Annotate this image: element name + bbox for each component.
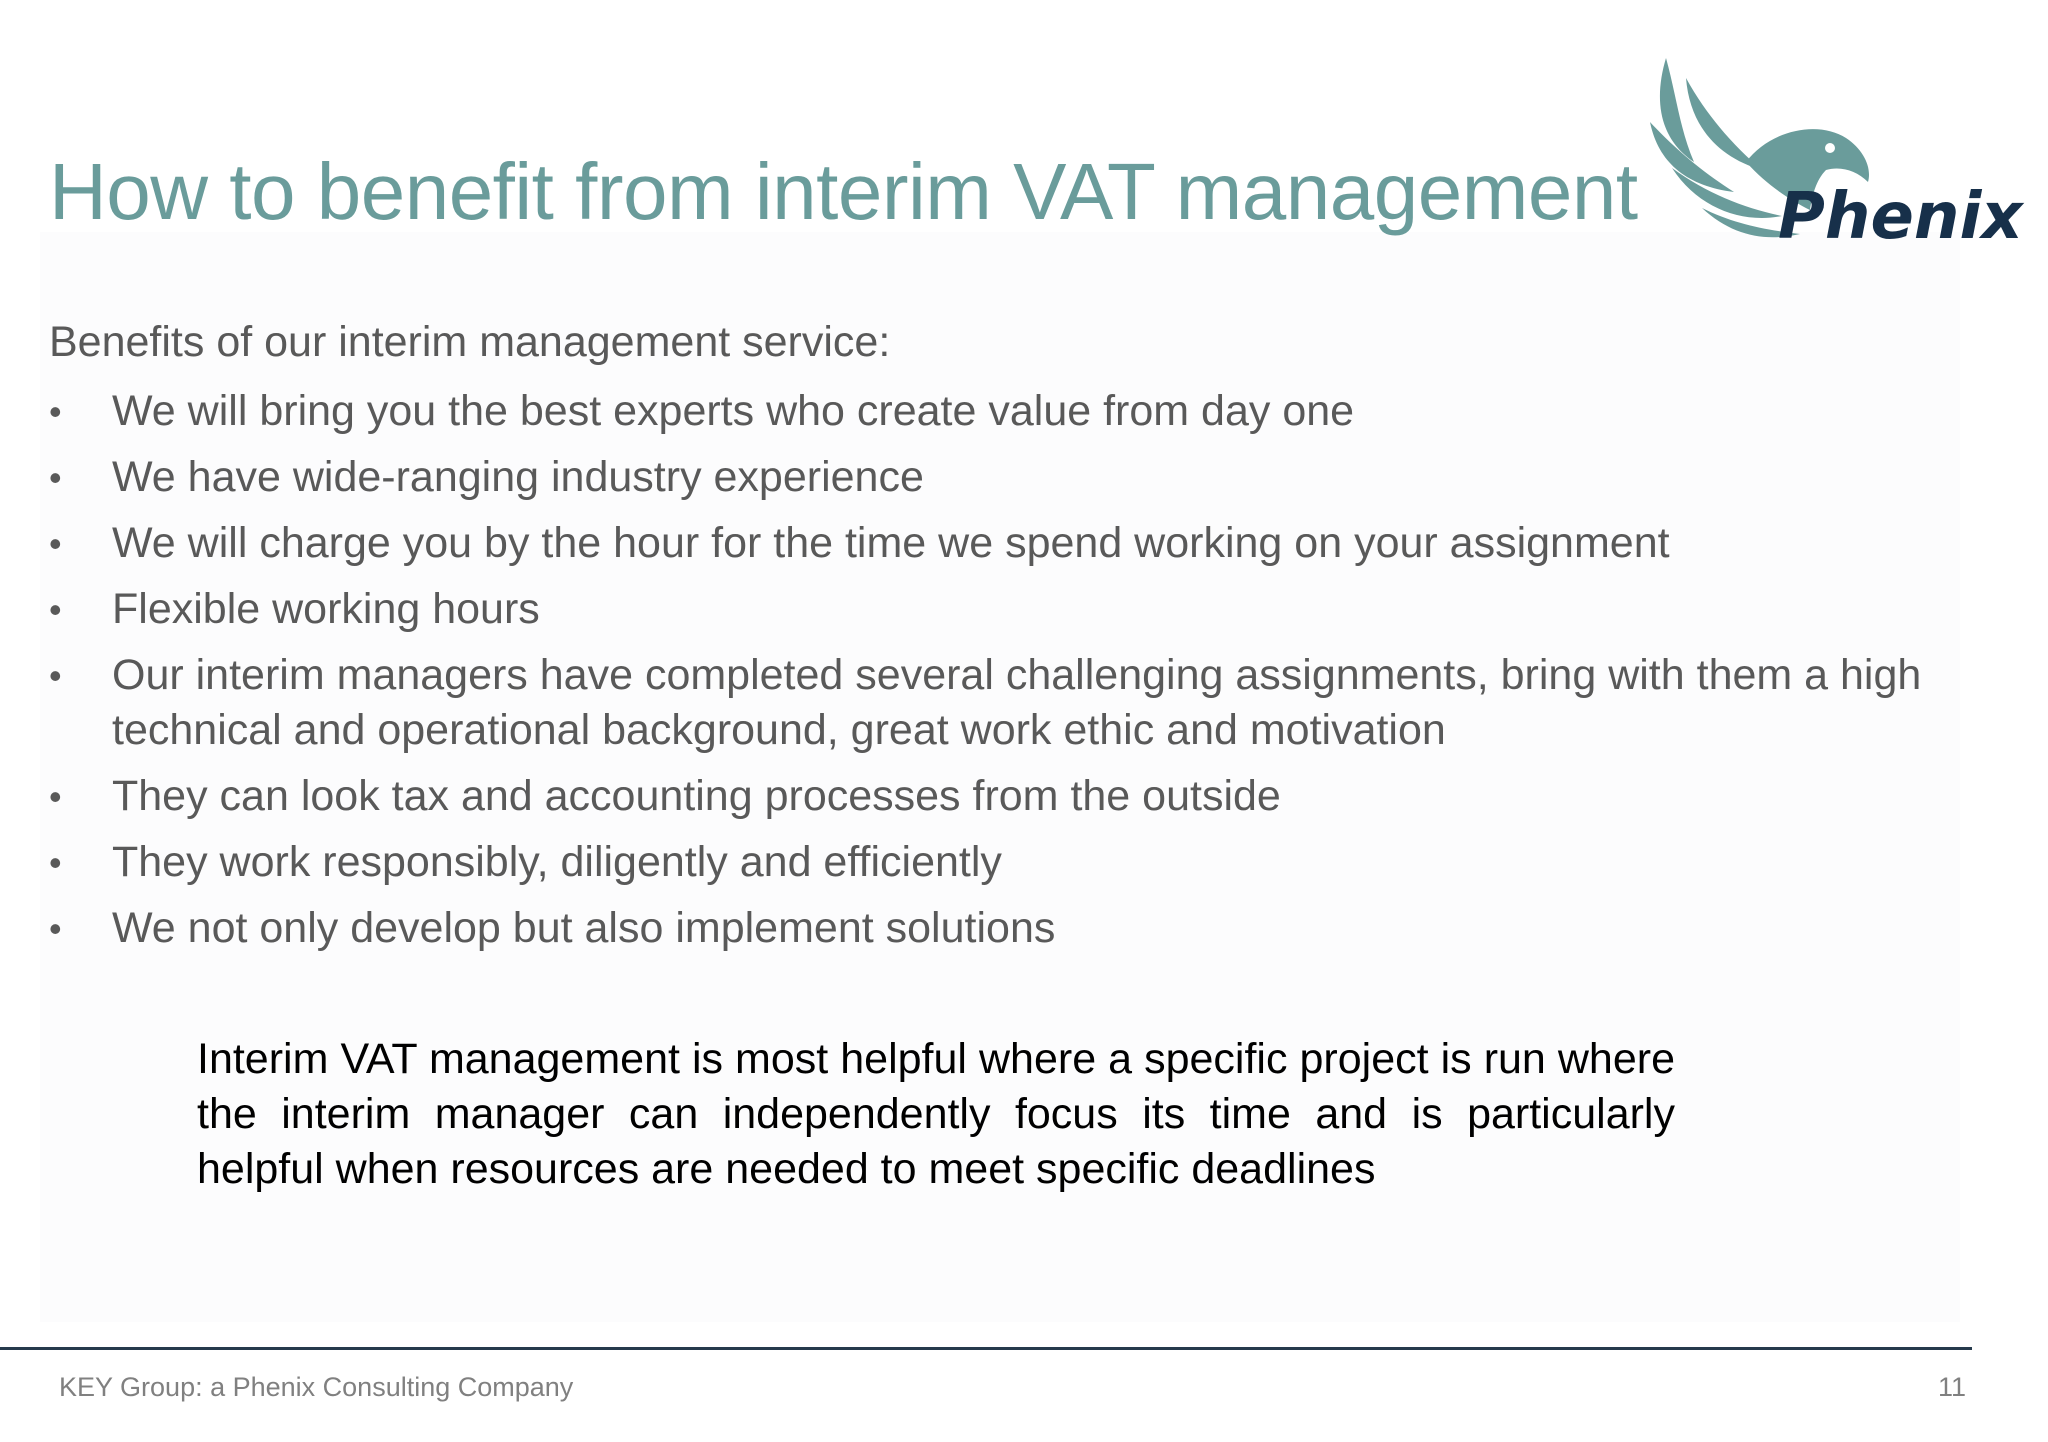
benefits-list	[49, 384, 1949, 967]
list-item	[49, 516, 1949, 571]
bullet-icon: •	[49, 523, 62, 564]
slide-title: How to benefit from interim VAT management	[49, 147, 1638, 236]
list-item-text: We not only develop but also implement solutions	[112, 904, 1056, 952]
list-item-text: We have wide-ranging industry experience	[112, 453, 924, 501]
list-item-text: We will charge you by the hour for the time we spend working on your assignment	[112, 519, 1670, 567]
list-item-text: They can look tax and accounting processes from the outside	[112, 772, 1281, 820]
page-number: 11	[1937, 1372, 1966, 1402]
list-item	[49, 769, 1949, 824]
list-item	[49, 901, 1949, 956]
list-item	[49, 582, 1949, 637]
phenix-bird-icon	[1650, 58, 2032, 254]
bullet-icon: •	[49, 908, 62, 949]
bullet-icon: •	[49, 842, 62, 883]
bullet-icon: •	[49, 589, 62, 630]
list-item-text: We will bring you the best experts who create value from day one	[112, 387, 1355, 435]
bullet-icon: •	[49, 776, 62, 817]
bullet-icon: •	[49, 655, 62, 696]
list-item	[49, 648, 1949, 758]
footer-company: KEY Group: a Phenix Consulting Company	[59, 1372, 574, 1402]
callout-text: Interim VAT management is most helpful where a specific project is run where the interim manager can independently focus its time and is particularly helpful when resources are needed to meet specific deadlines	[197, 1035, 1675, 1193]
list-item-text: Our interim managers have completed several challenging assignments, bring with them a high technical and operational background, great work ethic and motivation	[112, 651, 1922, 754]
list-item-text: Flexible working hours	[112, 585, 540, 633]
phenix-logo	[1650, 58, 2032, 254]
list-item-text: They work responsibly, diligently and efficiently	[112, 838, 1002, 886]
intro-text: Benefits of our interim management service:	[49, 318, 891, 366]
bullet-icon: •	[49, 391, 62, 432]
phenix-logo-text: Phenix	[1778, 180, 2023, 254]
footer-divider	[0, 1347, 1972, 1350]
list-item	[49, 384, 1949, 439]
list-item	[49, 450, 1949, 505]
bullet-icon: •	[49, 457, 62, 498]
list-item	[49, 835, 1949, 890]
